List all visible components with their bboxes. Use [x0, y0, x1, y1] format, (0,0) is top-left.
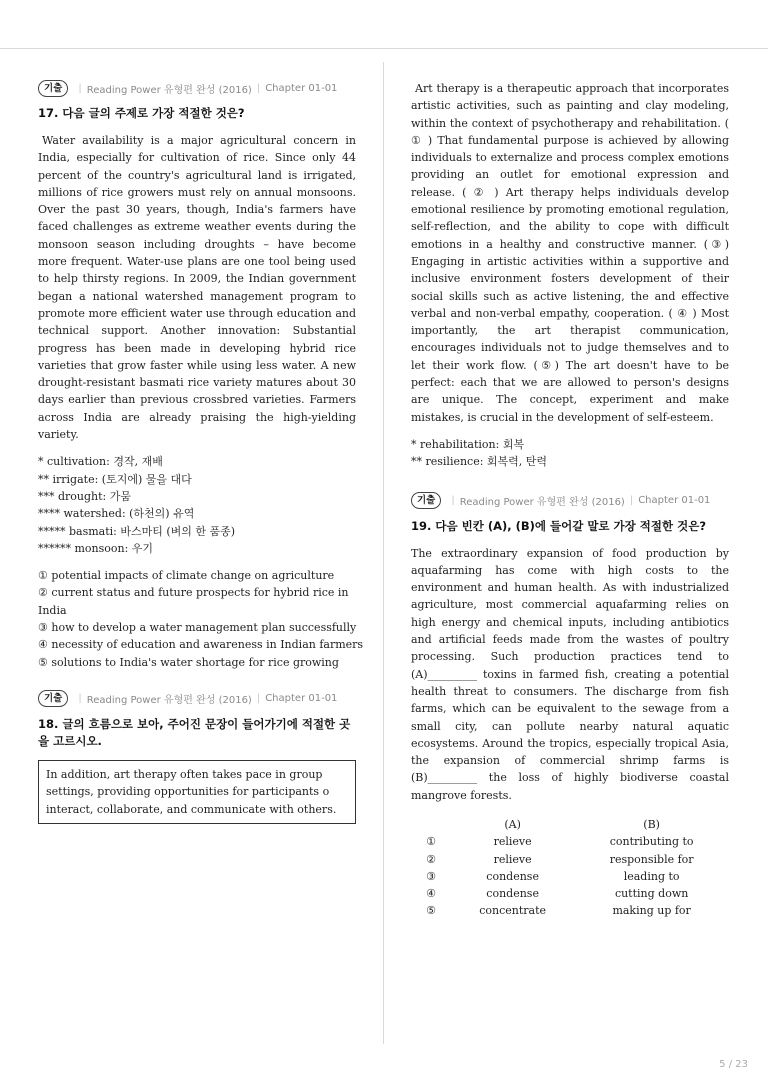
page-number: 5 / 23 — [719, 1059, 748, 1070]
choice-b: cutting down — [614, 887, 689, 901]
note: ** resilience: 회복력, 탄력 — [411, 455, 548, 469]
q17-notes — [38, 453, 356, 557]
q17-source: Reading Power 유형편 완성 (2016) — [86, 84, 252, 96]
q18-badge: 기출 — [38, 690, 68, 707]
note: *** drought: 가뭄 — [38, 489, 132, 503]
choice-b: leading to — [623, 869, 680, 883]
right-column — [411, 80, 729, 920]
q17-options — [38, 567, 364, 671]
col-a-header: (A) — [504, 817, 521, 831]
note: **** watershed: (하천의) 유역 — [38, 507, 195, 521]
choice-a: concentrate — [479, 904, 547, 918]
q19-title: 19. 다음 빈칸 (A), (B)에 들어갈 말로 가장 적절한 것은? — [411, 518, 706, 533]
table-row — [411, 902, 729, 919]
note: * cultivation: 경작, 재배 — [38, 455, 163, 469]
q18-title: 18. 글의 흐름으로 보아, 주어진 문장이 들어가기에 적절한 곳을 고르시오. — [38, 716, 351, 748]
q18-passage: Art therapy is a therapeutic approach that incorporates artistic activities, such as painting and clay modeling, within the context of psychotherapy and rehabilitation. ( ① ) That fundamental purpose is achieved by allowing individuals to externalize and process complex emotions providing an outlet for emotional expression and release. ( ② ) Art therapy helps individuals develop emotional resilience by promoting emotional regulation, self-reflection, and the ability to cope with difficult emotions in a healthy and constructive manner. (③) Engaging in artistic activities within a supportive and inclusive environment fosters development of their social skills such as active listening, the and effective verbal and non-verbal empathy, cooperation. ( ④ ) Most importantly, the art therapist communication, encourages individuals not to judge themselves and to let their work flow. (⑤) The art doesn't have to be perfect: each that we are allowed to person's designs are unique. The concept, experiment and make mistakes, is crucial in the development of self-esteem. — [411, 82, 729, 424]
note: ** irrigate: (토지에) 물을 대다 — [38, 472, 192, 486]
option-2: ② current status and future prospects for hybrid rice in India — [38, 586, 349, 617]
q18-chapter: Chapter 01-01 — [265, 693, 338, 705]
col-b-header: (B) — [643, 817, 660, 831]
q19-source: Reading Power 유형편 완성 (2016) — [459, 497, 625, 509]
choice-a: condense — [486, 869, 539, 883]
q17-source-line: 기출 | Reading Power 유형편 완성 (2016) | Chapter 01-01 — [38, 80, 356, 96]
choice-a: condense — [486, 887, 539, 901]
choice-a: relieve — [493, 835, 532, 849]
choice-b: contributing to — [609, 835, 694, 849]
choice-a: relieve — [493, 852, 532, 866]
q19-passage: The extraordinary expansion of food production by aquafarming has come with high costs to the environment and human health. As with industrialized agriculture, most commercial aquafarming relies on high energy and chemical inputs, including antibiotics and artificial feeds made from the wastes of poultry processing. Such production practices tend to (A)_________ toxins in farmed fish, creating a potential health threat to consumers. The discharge from fish farms, which can be equivalent to the sewage from a small city, can pollute nearby natural aquatic ecosystems. Around the tropics, especially tropical Asia, the expansion of commercial shrimp farms is (B)_________ the loss of highly biodiverse coastal mangrove forests. — [411, 546, 729, 802]
choice-b: making up for — [612, 904, 691, 918]
table-header-row — [411, 816, 729, 833]
note: * rehabilitation: 회복 — [411, 437, 525, 451]
note: ***** basmati: 바스마티 (벼의 한 품종) — [38, 524, 236, 538]
q18-source-line: 기출 | Reading Power 유형편 완성 (2016) | Chapter 01-01 — [38, 691, 356, 707]
q18-given-sentence-box: In addition, art therapy often takes pace in group settings, providing opportunities for participants o interact, collaborate, and communicate with others. — [38, 760, 356, 824]
choice-b: responsible for — [609, 852, 694, 866]
choice-number: ① — [426, 835, 436, 849]
q19-source-line: 기출 | Reading Power 유형편 완성 (2016) | Chapter 01-01 — [411, 493, 729, 509]
q17-title: 17. 다음 글의 주제로 가장 적절한 것은? — [38, 106, 245, 120]
q17-passage: Water availability is a major agricultural concern in India, especially for cultivation of rice. Since only 44 percent of the country's agricultural land is irrigated, millions of rice growers must rely on annual monsoons. Over the past 30 years, though, India's farmers have faced challenges as extreme weather events during the monsoon season including droughts – have become more frequent. Water-use plans are one tool being used to help thirsty regions. In 2009, the Indian government began a national watershed management program to promote more efficient water use through education and technical support. Another innovation: Substantial progress has been made in developing hybrid rice varieties that grow faster while using less water. A new drought-resistant basmati rice variety matures about 30 days earlier than previous crossbred varieties. Farmers across India are already praising the high-yielding variety. — [38, 134, 356, 442]
choice-number: ③ — [426, 869, 436, 883]
choice-number: ④ — [426, 887, 436, 901]
choice-number: ② — [426, 852, 436, 866]
q17-badge: 기출 — [38, 80, 68, 97]
q18-notes — [411, 436, 729, 471]
option-3: ③ how to develop a water management plan successfully — [38, 621, 357, 635]
option-1: ① potential impacts of climate change on agriculture — [38, 569, 335, 583]
table-row — [411, 868, 729, 885]
table-row — [411, 851, 729, 868]
left-column — [38, 80, 364, 824]
q19-chapter: Chapter 01-01 — [638, 495, 711, 507]
table-row — [411, 833, 729, 850]
q19-choices-table — [411, 816, 729, 920]
option-4: ④ necessity of education and awareness in Indian farmers — [38, 638, 364, 652]
q17-chapter: Chapter 01-01 — [265, 82, 338, 94]
option-5: ⑤ solutions to India's water shortage for rice growing — [38, 655, 339, 669]
q18-source: Reading Power 유형편 완성 (2016) — [86, 695, 252, 707]
choice-number: ⑤ — [426, 904, 436, 918]
q19-badge: 기출 — [411, 492, 441, 509]
column-divider — [383, 62, 384, 1044]
table-row — [411, 885, 729, 902]
header-rule — [0, 48, 768, 49]
note: ****** monsoon: 우기 — [38, 541, 154, 555]
